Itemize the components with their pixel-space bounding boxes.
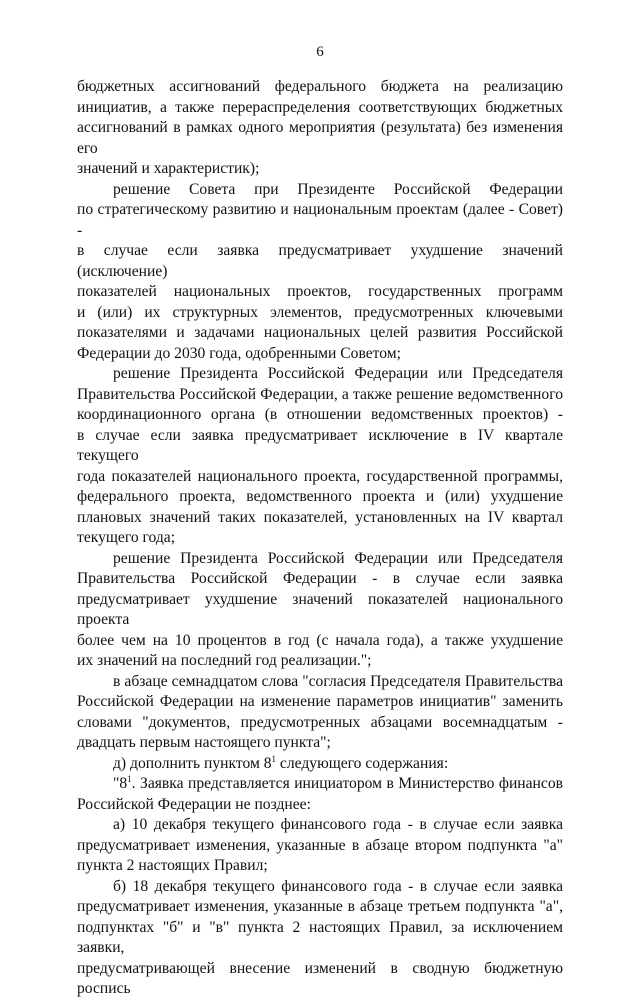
text-line: инициатив, а также перераспределения соответствующих бюджетных — [77, 98, 563, 116]
superscript: 1 — [271, 753, 277, 764]
text-line: решение Совета при Президенте Российской Федерации — [113, 180, 563, 198]
text-line: более чем на 10 процентов в год (с начала года), а также ухудшение — [77, 631, 563, 649]
text-line: предусматривает изменения, указанные в абзаце третьем подпункта "а", — [77, 898, 563, 915]
paragraph — [77, 877, 563, 1000]
text-line: подпунктах "б" и "в" пункта 2 настоящих Правил, за исключением заявки, — [77, 918, 563, 956]
text-fragment: следующего содержания: — [276, 754, 449, 772]
text-line: и (или) их структурных элементов, предусмотренных ключевыми — [77, 303, 563, 321]
text-line: показателей национальных проектов, государственных программ — [77, 283, 563, 300]
text-line: их значений на последний год реализации."; — [77, 652, 372, 669]
paragraph — [77, 180, 563, 365]
text-line: в случае если заявка предусматривает ухудшение значений (исключение) — [77, 242, 563, 280]
text-line: Правительства Российской Федерации - в случае если заявка — [77, 570, 563, 587]
text-line: б) 18 декабря текущего финансового года - в случае если заявка — [113, 877, 563, 895]
superscript: 1 — [127, 773, 132, 784]
paragraph — [77, 549, 563, 672]
text-fragment: "8 — [113, 775, 128, 792]
text-line: предусматривающей внесение изменений в сводную бюджетную роспись — [77, 959, 563, 997]
text-line: словами "документов, предусмотренных абзацами восемнадцатым - — [77, 713, 563, 731]
text-line: показателями и задачами национальных целей развития Российской — [77, 324, 563, 341]
text-line: Федерации до 2030 года, одобренными Советом; — [77, 344, 401, 362]
paragraph — [77, 774, 563, 815]
text-line: а) 10 декабря текущего финансового года - в случае если заявка — [113, 816, 563, 833]
text-line: предусматривает изменения, указанные в абзаце втором подпункта "а" — [77, 836, 563, 854]
text-line: двадцать первым настоящего пункта"; — [77, 734, 331, 751]
text-line: значений и характеристик); — [77, 160, 260, 177]
text-fragment: д) дополнить пунктом 8 — [113, 754, 272, 772]
text-line: текущего года; — [77, 529, 176, 546]
text-line — [77, 774, 563, 795]
text-line — [77, 754, 563, 775]
text-line: пункта 2 настоящих Правил; — [77, 857, 268, 874]
paragraph — [77, 815, 563, 877]
page-number: 6 — [316, 44, 324, 60]
paragraph — [77, 364, 563, 549]
text-line: в случае если заявка предусматривает исключение в IV квартале текущего — [77, 426, 563, 464]
document-body — [77, 77, 563, 1000]
text-line: предусматривает ухудшение значений показателей национального проекта — [77, 590, 563, 628]
paragraph — [77, 672, 563, 754]
text-line: года показателей национального проекта, государственной программы, — [77, 467, 563, 485]
text-line: в абзаце семнадцатом слова "согласия Председателя Правительства — [113, 672, 563, 690]
text-line: федерального проекта, ведомственного проекта и (или) ухудшение — [77, 488, 563, 505]
text-line: плановых значений таких показателей, установленных на IV квартал — [77, 508, 563, 526]
text-line: бюджетных ассигнований федерального бюджета на реализацию — [77, 78, 563, 95]
text-line: решение Президента Российской Федерации или Председателя — [113, 549, 563, 567]
text-fragment: . Заявка представляется инициатором в Министерство финансов — [131, 775, 563, 792]
text-line: Российской Федерации не позднее: — [77, 795, 311, 813]
text-line: координационного органа (в отношении ведомственных проектов) - — [77, 406, 563, 423]
text-line: Правительства Российской Федерации, а также решение ведомственного — [77, 385, 563, 403]
text-line: решение Президента Российской Федерации или Председателя — [113, 365, 563, 382]
paragraph — [77, 754, 563, 775]
paragraph — [77, 77, 563, 180]
text-line: по стратегическому развитию и национальным проектам (далее - Совет) - — [77, 201, 563, 239]
text-line: Российской Федерации на изменение параметров инициатив" заменить — [77, 693, 563, 710]
text-line: ассигнований в рамках одного мероприятия (результата) без изменения его — [77, 119, 563, 157]
